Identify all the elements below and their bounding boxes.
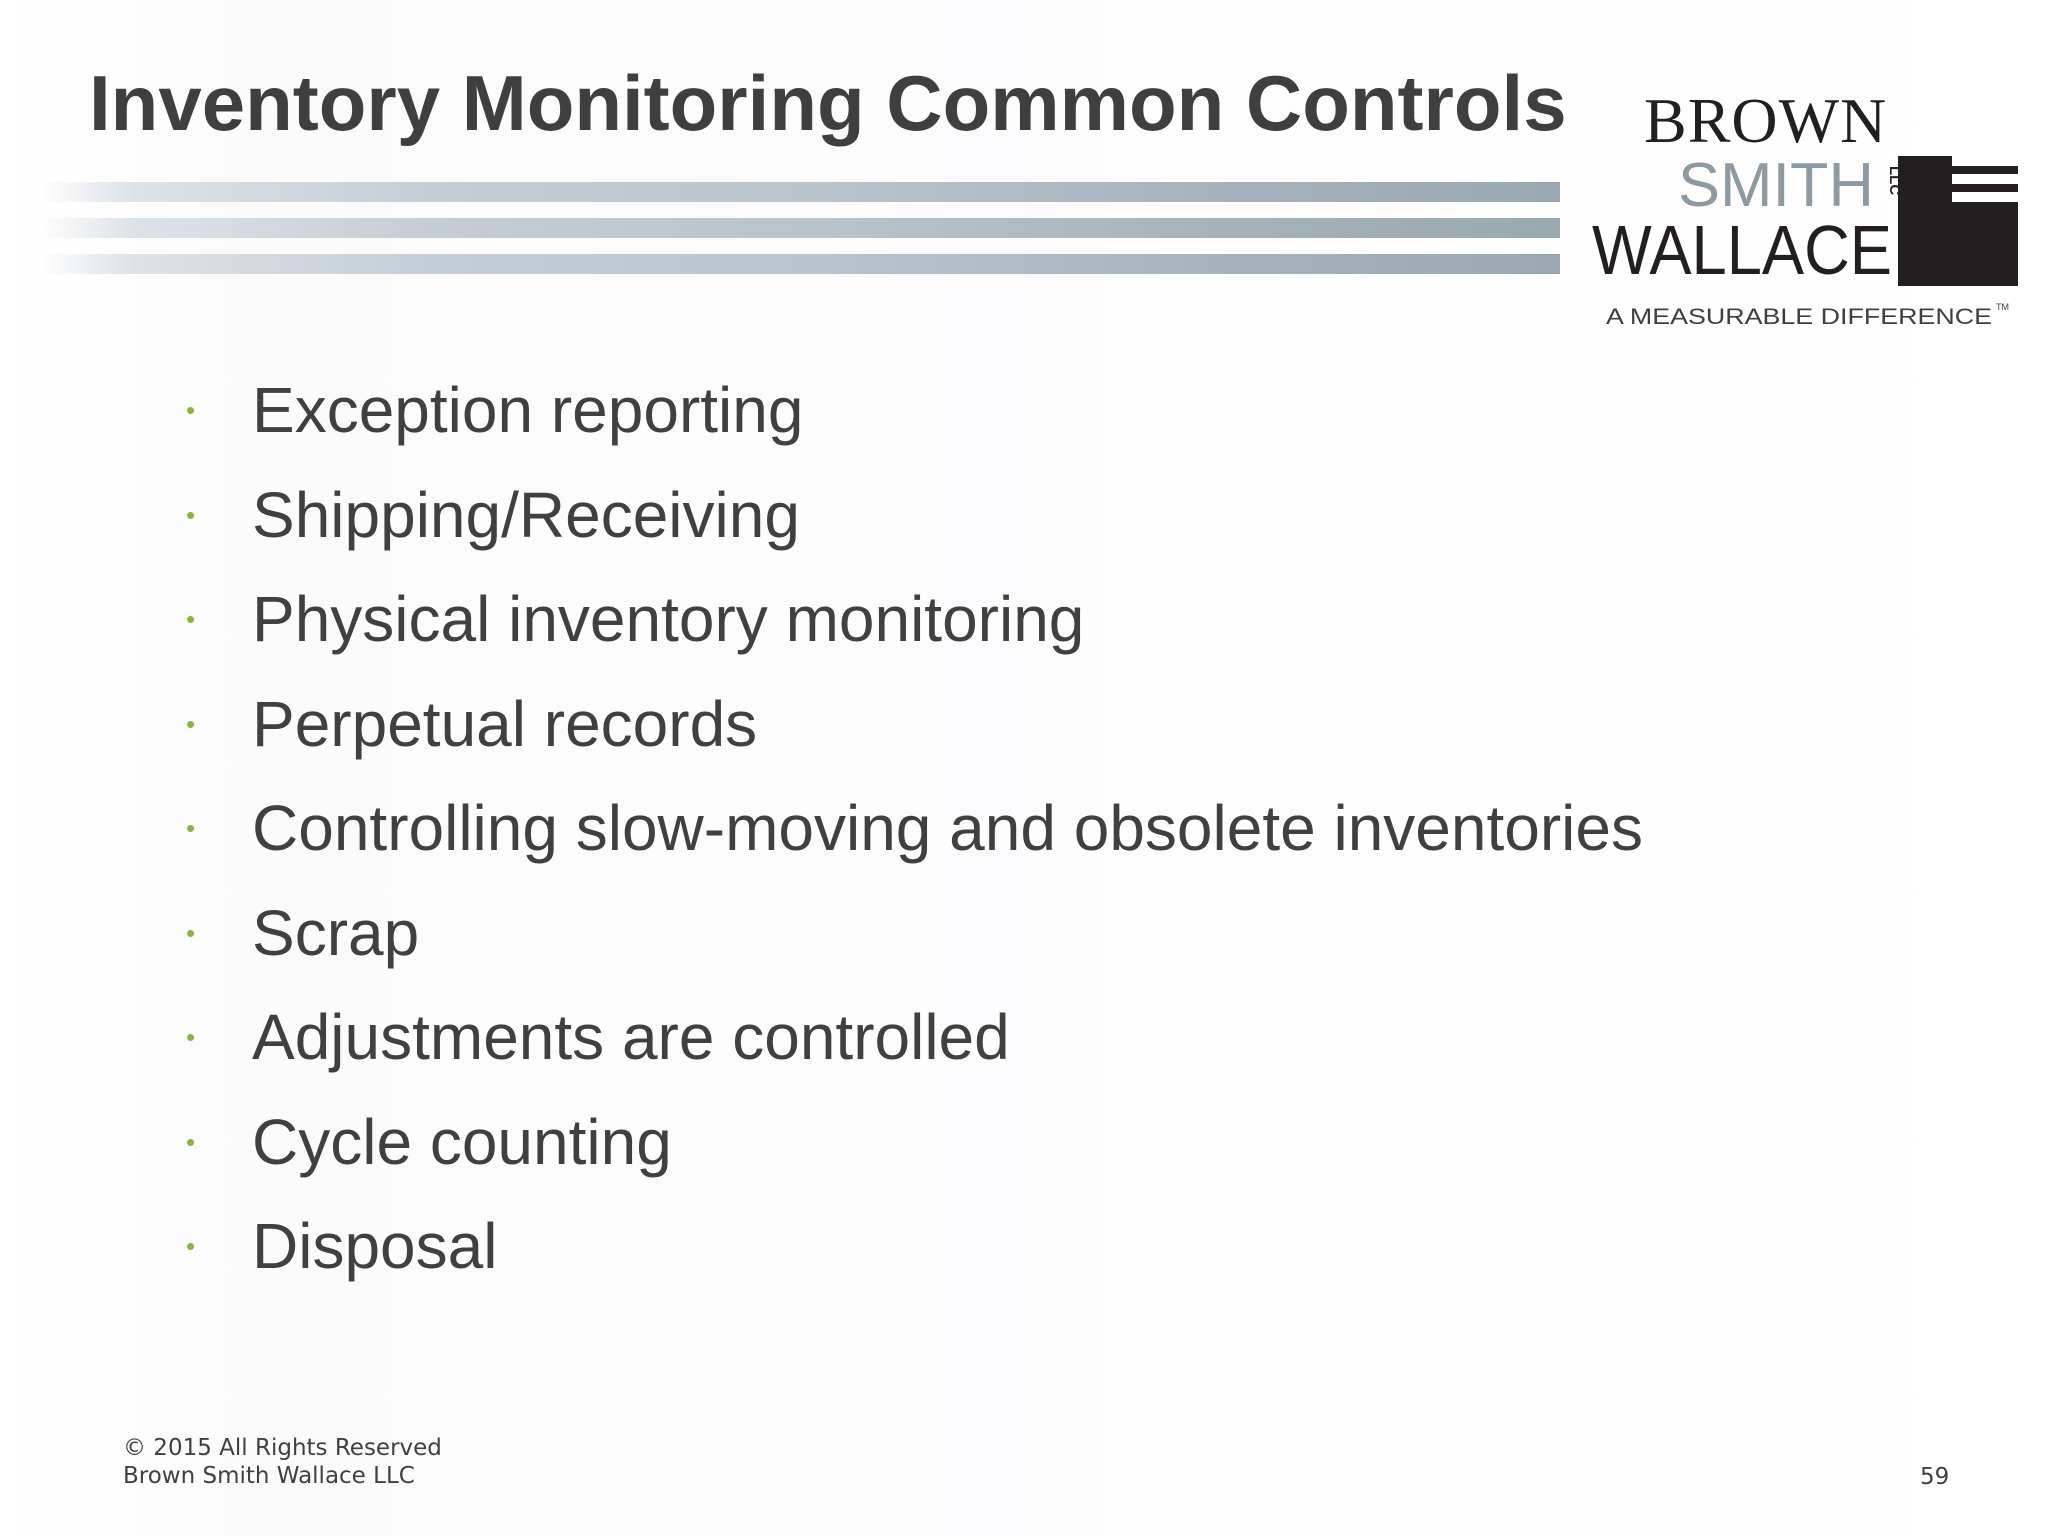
- logo-bar-2: [1952, 174, 2018, 184]
- bullet-text: Disposal: [252, 1210, 498, 1283]
- bullet-text: Perpetual records: [252, 687, 758, 760]
- list-item: [186, 672, 1643, 777]
- list-item: [186, 358, 1643, 463]
- logo-brown: BROWN: [1644, 88, 1888, 156]
- stripe-3: [40, 254, 1560, 274]
- logo-bar-3: [1952, 192, 2018, 202]
- list-item: [186, 881, 1643, 986]
- page-number: 59: [1920, 1464, 1950, 1490]
- list-item: [186, 1194, 1643, 1299]
- bullet-icon: •: [186, 1022, 196, 1053]
- logo-llc: LLC: [1886, 166, 1903, 196]
- bullet-text: Scrap: [252, 896, 420, 969]
- footer: [123, 1434, 442, 1490]
- list-item: [186, 1090, 1643, 1195]
- bullet-icon: •: [186, 499, 196, 530]
- list-item: [186, 463, 1643, 568]
- stripe-2: [40, 218, 1560, 238]
- bullet-icon: •: [186, 604, 196, 635]
- brown-smith-wallace-logo: [1588, 88, 2028, 338]
- logo-trademark: TM: [1996, 302, 2009, 312]
- logo-tagline: A MEASURABLE DIFFERENCE: [1606, 304, 1992, 329]
- bullet-text: Shipping/Receiving: [252, 478, 800, 551]
- footer-copyright: © 2015 All Rights Reserved: [123, 1435, 442, 1461]
- bullet-icon: •: [186, 1231, 196, 1262]
- bullet-list: [186, 358, 1643, 1299]
- bullet-icon: •: [186, 708, 196, 739]
- list-item: [186, 985, 1643, 1090]
- list-item: [186, 776, 1643, 881]
- logo-smith: SMITH: [1678, 151, 1874, 220]
- logo-wallace: WALLACE: [1592, 211, 1892, 289]
- logo-bar-1: [1952, 156, 2018, 166]
- bullet-text: Adjustments are controlled: [252, 1001, 1010, 1074]
- bullet-text: Exception reporting: [252, 374, 804, 447]
- bullet-text: Controlling slow-moving and obsolete inventories: [252, 792, 1643, 865]
- bullet-text: Physical inventory monitoring: [252, 583, 1085, 656]
- stripe-1: [40, 182, 1560, 202]
- bullet-icon: •: [186, 813, 196, 844]
- bullet-icon: •: [186, 1126, 196, 1157]
- bullet-text: Cycle counting: [252, 1105, 672, 1178]
- list-item: [186, 567, 1643, 672]
- footer-company: Brown Smith Wallace LLC: [123, 1463, 415, 1489]
- bullet-icon: •: [186, 917, 196, 948]
- decorative-stripes: [40, 180, 1560, 280]
- bullet-icon: •: [186, 395, 196, 426]
- slide-title: Inventory Monitoring Common Controls: [89, 59, 1567, 147]
